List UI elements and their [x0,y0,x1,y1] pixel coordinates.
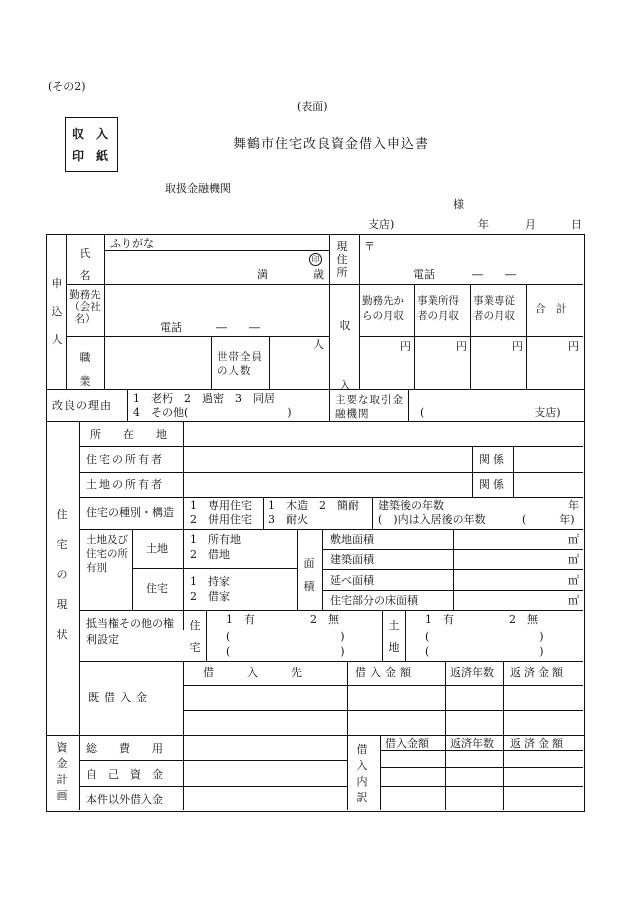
main-bank-label: 主要な取引金融機関 [335,394,404,420]
rule [183,710,583,711]
rule [79,446,583,447]
land-opt-1: 1 所有地 [190,533,241,546]
rule [79,421,80,735]
rule [359,234,360,389]
reason-options: 1 老朽 2 過密 3 同居 [133,392,275,405]
persons-unit: 人 [313,338,324,351]
rule [405,610,406,661]
rule [414,284,415,389]
existing-loans-label: 既借入金 [88,691,152,704]
own-funds-label: 自 己 資 金 [86,768,163,781]
income-col-business: 事業所得者の月収 [417,295,459,322]
revenue-stamp-box [65,117,118,172]
employer-phone-label: 電話 [160,321,182,334]
rule [380,735,381,810]
rule [322,549,583,550]
rule [79,472,583,473]
rule [322,590,583,591]
rule [347,661,348,735]
rule [79,786,347,787]
rule [79,497,583,498]
funding-amount-header: 借入金額 [385,737,429,750]
land-label: 土地 [146,542,168,555]
rule [183,735,184,810]
rule [79,735,80,810]
yen-unit: 円 [456,340,467,353]
rule [329,234,330,389]
rule [359,336,583,337]
area-label: 面積 [303,557,315,593]
document-title: 舞鶴市住宅改良資金借入申込書 [233,137,430,152]
address-phone-label: 電話 [413,268,435,281]
name-label: 氏名 [79,247,91,282]
stamp-line2: 印 紙 [72,149,109,163]
building-area-label: 建築面積 [330,553,374,566]
structure-opt-1: 1 木造 2 簡耐 [268,499,359,512]
land-owner-label: 土地の所有者 [86,478,164,491]
sqm-unit: ㎡ [568,594,579,607]
rule [382,610,383,661]
repay-years-header: 返済年数 [450,666,494,679]
yen-unit: 円 [568,340,579,353]
year-label: 年 [478,218,489,231]
rule [503,735,504,810]
building-age-note: ( )内は入居後の年数 [378,513,486,526]
rule [513,446,514,497]
rule [380,786,583,787]
age-suffix: 歳 [313,268,324,281]
yen-unit: 円 [400,340,411,353]
rule [329,389,330,421]
house-owner-label: 住宅の所有者 [86,453,164,466]
rule [211,336,212,389]
funding-repay-header: 返済金額 [510,737,566,750]
rule [380,750,583,751]
other-loans-label: 本件以外借入金 [86,793,163,806]
rule [380,767,583,768]
employer-label: 勤務先（会社名） [69,289,101,325]
furigana-label: ふりがな [110,237,154,250]
lender-header: 借 入 先 [203,666,302,679]
rule [132,568,297,569]
house-opt-1: 1 持家 [190,575,230,588]
mortgage-label: 抵当権その他の権利設定 [86,617,174,646]
rule [79,610,583,611]
stamp-line1: 収 入 [72,127,109,141]
mortgage-land-paren-1: ( ) [425,630,544,643]
postal-mark: 〒 [364,240,375,253]
rule [66,234,67,389]
address-label: 現住所 [336,240,348,279]
year-paren: ( 年) [522,513,575,526]
month-label: 月 [525,218,536,231]
rule [472,446,473,497]
seal-mark: 印 [309,253,322,266]
rule [526,284,527,389]
house-label: 住宅 [146,582,168,595]
rule [503,661,504,735]
loan-amount-header: 借入金額 [355,666,415,679]
rule [206,610,207,661]
applicant-section-label: 申込人 [51,277,63,346]
rule [183,421,184,630]
mortgage-house-label: 住宅 [189,619,201,654]
total-cost-label: 総 費 用 [86,742,163,755]
relation-label: 関係 [479,453,507,466]
house-opt-2: 2 借家 [190,590,230,603]
house-section-label: 住宅の現状 [56,508,68,641]
occupation-label: 職業 [79,351,91,388]
rule [263,497,264,529]
reason-other: 4 その他( ) [133,406,292,419]
rule [322,569,583,570]
rule [127,389,128,421]
relation-label: 関係 [479,478,507,491]
rule [347,735,348,810]
land-opt-2: 2 借地 [190,548,230,561]
shiten-label: 支店) [368,218,395,231]
sqm-unit: ㎡ [568,533,579,546]
income-col-family: 事業専従者の月収 [473,295,515,322]
rule [132,529,133,610]
variant-label: (その2) [48,80,86,93]
rule [66,284,329,285]
ownership-label: 土地及び住宅の所有別 [86,534,128,574]
loan-breakdown-label: 借入内訳 [356,743,368,804]
year-unit: 年 [568,499,579,512]
location-label: 所 在 地 [90,428,167,441]
rule [79,529,583,530]
rule [329,284,583,285]
repay-amount-header: 返済金額 [510,666,566,679]
funding-section-label: 資金計画 [56,741,68,802]
rule [445,661,446,735]
house-type-opt-2: 2 併用住宅 [190,513,252,526]
sama-label: 様 [453,198,464,211]
rule [66,336,329,337]
rule [183,661,184,735]
age-prefix: 満 [257,268,268,281]
house-type-label: 住宅の種別・構造 [86,506,174,519]
house-type-opt-1: 1 専用住宅 [190,499,252,512]
income-col-employer: 勤務先からの月収 [362,295,404,322]
building-age-label: 建築後の年数 [378,499,444,512]
mortgage-house-paren-2: ( ) [226,645,345,658]
rule [297,529,298,610]
rule [79,661,583,662]
main-bank-value: ( 支店) [420,406,561,419]
funding-years-header: 返済年数 [450,737,494,750]
total-floor-area-label: 延べ面積 [330,574,374,587]
side-label: (表面) [297,100,328,113]
rule [104,250,329,251]
rule [470,284,471,389]
rule [408,389,409,421]
address-phone-dash: ― ― [472,268,516,281]
rule [445,735,446,810]
rule [372,497,373,529]
site-area-label: 敷地面積 [330,533,374,546]
employer-phone-dash: ― ― [216,321,260,334]
rule [79,760,347,761]
structure-opt-2: 3 耐火 [268,513,308,526]
rule [104,234,105,389]
household-label: 世帯全員の人数 [217,351,263,377]
day-label: 日 [571,218,582,231]
sqm-unit: ㎡ [568,553,579,566]
mortgage-land-label: 土地 [388,619,400,654]
rule [46,421,584,422]
yen-unit: 円 [512,340,523,353]
bank-label: 取扱金融機関 [165,182,231,195]
mortgage-land-umu: 1 有 2 無 [425,613,538,626]
house-floor-area-label: 住宅部分の床面積 [330,594,418,607]
sqm-unit: ㎡ [568,574,579,587]
mortgage-land-paren-2: ( ) [425,645,544,658]
rule [269,336,270,389]
mortgage-house-umu: 1 有 2 無 [226,613,339,626]
mortgage-house-paren-1: ( ) [226,630,345,643]
reason-label: 改良の理由 [52,399,112,412]
income-col-total: 合 計 [535,303,567,315]
income-label: 収入 [339,319,351,392]
rule [183,685,583,686]
